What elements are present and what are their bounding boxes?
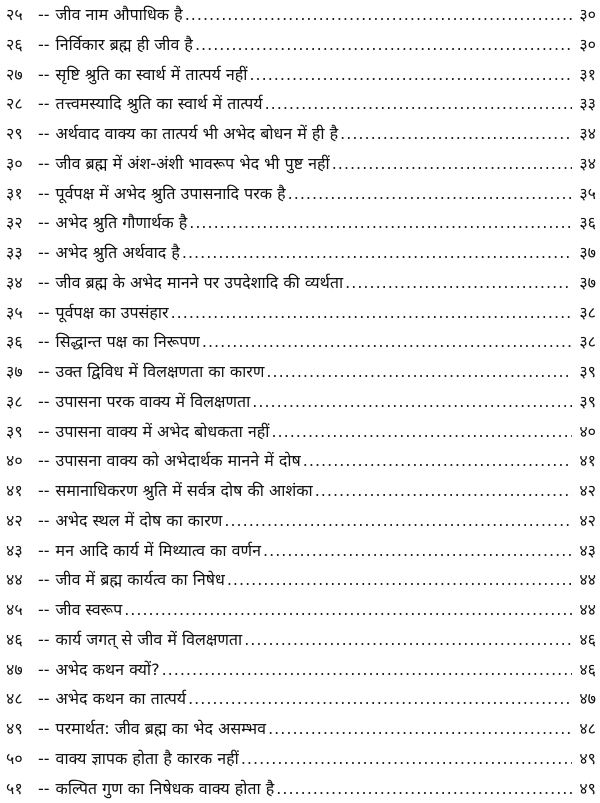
toc-entry: [6, 298, 596, 328]
entry-separator: --: [38, 387, 50, 417]
entry-page-number: ४१: [574, 446, 596, 476]
entry-separator: --: [38, 238, 50, 268]
entry-number: २७: [6, 60, 36, 90]
entry-page-number: ४७: [574, 684, 596, 714]
entry-separator: --: [38, 625, 50, 655]
entry-number: ४४: [6, 565, 36, 595]
toc-entry: [6, 446, 596, 476]
dot-leader: [265, 89, 572, 119]
entry-page-number: ४२: [574, 476, 596, 506]
toc-entry: [6, 119, 596, 149]
entry-number: २९: [6, 119, 36, 149]
entry-title: कार्य जगत् से जीव में विलक्षणता: [56, 625, 243, 655]
entry-separator: --: [38, 684, 50, 714]
dot-leader: [340, 119, 572, 149]
dot-leader: [266, 357, 572, 387]
toc-entry: [6, 744, 596, 774]
dot-leader: [188, 684, 572, 714]
entry-title: अभेद श्रुति गौणार्थक है: [56, 208, 188, 238]
table-of-contents: [6, 0, 596, 803]
toc-entry: [6, 595, 596, 625]
entry-title: वाक्य ज्ञापक होता है कारक नहीं: [56, 744, 239, 774]
toc-entry: [6, 238, 596, 268]
entry-separator: --: [38, 179, 50, 209]
toc-entry: [6, 30, 596, 60]
entry-title: परमार्थत: जीव ब्रह्म का भेद असम्भव: [56, 714, 267, 744]
dot-leader: [252, 387, 572, 417]
entry-title: जीव ब्रह्म में अंश-अंशी भावरूप भेद भी पुष्ट नहीं: [56, 149, 330, 179]
entry-number: ३६: [6, 327, 36, 357]
entry-page-number: ४२: [574, 506, 596, 536]
entry-title: अभेद कथन का तात्पर्य: [56, 684, 187, 714]
entry-number: ४६: [6, 625, 36, 655]
dot-leader: [182, 238, 572, 268]
dot-leader: [263, 536, 572, 566]
entry-title: जीव स्वरूप: [56, 595, 123, 625]
entry-number: ५०: [6, 744, 36, 774]
entry-title: जीव नाम औपाधिक है: [56, 0, 183, 30]
entry-separator: --: [38, 446, 50, 476]
entry-separator: --: [38, 476, 50, 506]
dot-leader: [244, 625, 572, 655]
entry-separator: --: [38, 327, 50, 357]
toc-entry: [6, 149, 596, 179]
entry-title: कल्पित गुण का निषेधक वाक्य होता है: [56, 774, 275, 803]
toc-entry: [6, 565, 596, 595]
entry-title: जीव ब्रह्म के अभेद मानने पर उपदेशादि की व्यर्थता: [56, 268, 344, 298]
entry-number: ३५: [6, 298, 36, 328]
dot-leader: [189, 208, 572, 238]
entry-separator: --: [38, 0, 50, 30]
entry-number: ५१: [6, 774, 36, 803]
entry-title: उपासना वाक्य में अभेद बोधकता नहीं: [56, 417, 270, 447]
entry-separator: --: [38, 655, 50, 685]
entry-title: अभेद कथन क्यों?: [56, 655, 160, 685]
entry-page-number: ४६: [574, 655, 596, 685]
entry-page-number: ४३: [574, 536, 596, 566]
dot-leader: [195, 30, 572, 60]
entry-number: २६: [6, 30, 36, 60]
toc-entry: [6, 506, 596, 536]
dot-leader: [202, 327, 572, 357]
entry-title: उक्त द्विविध में विलक्षणता का कारण: [56, 357, 265, 387]
entry-separator: --: [38, 208, 50, 238]
dot-leader: [249, 60, 572, 90]
entry-page-number: ४९: [574, 774, 596, 803]
toc-entry: [6, 417, 596, 447]
dot-leader: [303, 446, 572, 476]
toc-entry: [6, 714, 596, 744]
entry-title: उपासना वाक्य को अभेदार्थक मानने में दोष: [56, 446, 301, 476]
entry-title: निर्विकार ब्रह्म ही जीव है: [56, 30, 193, 60]
entry-page-number: ३४: [574, 149, 596, 179]
entry-title: मन आदि कार्य में मिथ्यात्व का वर्णन: [56, 536, 261, 566]
entry-number: ४८: [6, 684, 36, 714]
entry-title: अभेद श्रुति अर्थवाद है: [56, 238, 180, 268]
entry-page-number: ३१: [574, 60, 596, 90]
toc-entry: [6, 268, 596, 298]
entry-title: पूर्वपक्ष का उपसंहार: [56, 298, 169, 328]
entry-page-number: ४९: [574, 744, 596, 774]
entry-title: जीव में ब्रह्म कार्यत्व का निषेध: [56, 565, 225, 595]
toc-entry: [6, 625, 596, 655]
entry-page-number: ३३: [574, 89, 596, 119]
dot-leader: [288, 179, 572, 209]
dot-leader: [276, 774, 572, 803]
entry-number: २८: [6, 89, 36, 119]
entry-separator: --: [38, 30, 50, 60]
entry-separator: --: [38, 60, 50, 90]
entry-separator: --: [38, 298, 50, 328]
entry-page-number: ४४: [574, 565, 596, 595]
entry-separator: --: [38, 268, 50, 298]
entry-number: ४३: [6, 536, 36, 566]
entry-page-number: ४४: [574, 595, 596, 625]
entry-page-number: ३५: [574, 179, 596, 209]
entry-page-number: ३६: [574, 208, 596, 238]
toc-entry: [6, 387, 596, 417]
toc-entry: [6, 476, 596, 506]
entry-title: पूर्वपक्ष में अभेद श्रुति उपासनादि परक है: [56, 179, 286, 209]
entry-number: ४५: [6, 595, 36, 625]
toc-entry: [6, 60, 596, 90]
entry-page-number: ३८: [574, 298, 596, 328]
dot-leader: [241, 744, 572, 774]
entry-separator: --: [38, 119, 50, 149]
entry-number: ४७: [6, 655, 36, 685]
entry-number: ४०: [6, 446, 36, 476]
dot-leader: [315, 476, 572, 506]
entry-page-number: ४८: [574, 714, 596, 744]
entry-title: तत्त्वमस्यादि श्रुति का स्वार्थ में तात्पर्य: [56, 89, 263, 119]
dot-leader: [224, 506, 572, 536]
entry-title: उपासना परक वाक्य में विलक्षणता: [56, 387, 251, 417]
entry-number: ३२: [6, 208, 36, 238]
entry-page-number: ३०: [574, 30, 596, 60]
dot-leader: [332, 149, 572, 179]
entry-page-number: ३०: [574, 0, 596, 30]
entry-separator: --: [38, 149, 50, 179]
dot-leader: [227, 565, 572, 595]
toc-entry: [6, 357, 596, 387]
entry-separator: --: [38, 565, 50, 595]
entry-number: २५: [6, 0, 36, 30]
toc-entry: [6, 208, 596, 238]
entry-separator: --: [38, 89, 50, 119]
entry-number: ३४: [6, 268, 36, 298]
dot-leader: [345, 268, 572, 298]
entry-separator: --: [38, 536, 50, 566]
dot-leader: [171, 298, 572, 328]
entry-number: ३१: [6, 179, 36, 209]
entry-title: सिद्धान्त पक्ष का निरूपण: [56, 327, 200, 357]
entry-separator: --: [38, 506, 50, 536]
toc-entry: [6, 327, 596, 357]
entry-number: ३८: [6, 387, 36, 417]
entry-page-number: ३७: [574, 238, 596, 268]
entry-number: ४९: [6, 714, 36, 744]
entry-page-number: ३७: [574, 268, 596, 298]
entry-title: समानाधिकरण श्रुति में सर्वत्र दोष की आशंका: [56, 476, 313, 506]
entry-page-number: ४०: [574, 417, 596, 447]
entry-title: सृष्टि श्रुति का स्वार्थ में तात्पर्य नहीं: [56, 60, 248, 90]
entry-page-number: ३९: [574, 357, 596, 387]
entry-number: ३०: [6, 149, 36, 179]
entry-number: ४२: [6, 506, 36, 536]
toc-entry: [6, 536, 596, 566]
toc-entry: [6, 0, 596, 30]
dot-leader: [124, 595, 572, 625]
entry-number: ३७: [6, 357, 36, 387]
entry-separator: --: [38, 357, 50, 387]
entry-title: अभेद स्थल में दोष का कारण: [56, 506, 223, 536]
entry-page-number: ३४: [574, 119, 596, 149]
entry-separator: --: [38, 774, 50, 803]
dot-leader: [185, 0, 572, 30]
entry-page-number: ३९: [574, 387, 596, 417]
entry-page-number: ३८: [574, 327, 596, 357]
entry-number: ३९: [6, 417, 36, 447]
toc-entry: [6, 179, 596, 209]
entry-page-number: ४६: [574, 625, 596, 655]
dot-leader: [162, 655, 572, 685]
toc-entry: [6, 89, 596, 119]
toc-entry: [6, 684, 596, 714]
toc-entry: [6, 655, 596, 685]
dot-leader: [271, 417, 572, 447]
entry-separator: --: [38, 595, 50, 625]
dot-leader: [268, 714, 572, 744]
entry-number: ३३: [6, 238, 36, 268]
toc-entry: [6, 774, 596, 803]
entry-separator: --: [38, 417, 50, 447]
entry-title: अर्थवाद वाक्य का तात्पर्य भी अभेद बोधन में ही है: [56, 119, 339, 149]
entry-separator: --: [38, 714, 50, 744]
entry-separator: --: [38, 744, 50, 774]
entry-number: ४१: [6, 476, 36, 506]
